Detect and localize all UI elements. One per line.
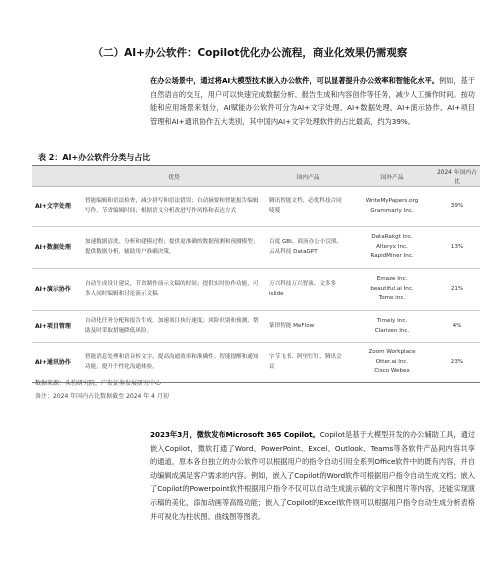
intro-paragraph: [150, 74, 475, 128]
row-category: AI+数据处理: [32, 227, 82, 269]
table-row: [32, 311, 480, 343]
row-domestic: 万兴科技万兴智演、文多多islide: [266, 269, 350, 311]
header-share: 2024 年国内占比: [434, 166, 480, 187]
row-foreign: [350, 227, 434, 269]
foreign-product: Alteryx Inc.: [376, 243, 408, 250]
row-category: AI+文字处理: [32, 187, 82, 227]
foreign-product: DataRakgt Inc.: [371, 234, 413, 241]
para-body: Copilot是基于大模型开发的办公辅助工具，通过嵌入Copilot，微软打通了Word、PowerPoint、Excel、Outlook、Teams等各软件产品间内容共享的通道，原本各自独立的办公软件可以根据用户的指令自动引用全系列Office软件中的既有内容，并自动编辑成满足客户需求的内容。例如，嵌入了Copilot的Word软件可根据用户指令自动生成文档；嵌入了Copilot的Powerpoint软件根据用户指令不仅可以自动生成演示稿的文字和图片等内容，还能实现演示稿的美化，添加动画等高级功能；嵌入了Copilot的Excel软件则可以根据用户指令自动生成分析表格并可视化为柱状图、曲线图等图表。: [150, 430, 475, 521]
table-row: [32, 187, 480, 227]
row-category: AI+演示协作: [32, 269, 82, 311]
foreign-product: WriteMyPapers.org: [365, 198, 419, 204]
header-foreign: 国外产品: [350, 166, 434, 187]
foreign-product: Timely Inc.: [376, 318, 408, 324]
foreign-product: Cisco Webex: [374, 368, 410, 375]
classification-table: [32, 165, 480, 383]
row-share: 4%: [434, 311, 480, 343]
intro-body: 例如，基于自然语言的交互，用户可以快速完成数据分析、报告生成和内容创作等任务，减少人工操作时间。按功能和应用场景来划分，AI赋能办公软件可分为AI+文字处理、AI+数据处理、AI+演示协作、AI+项目管理和AI+通讯协作五大类别，其中国内AI+文字处理软件的占比最高，约为39%。: [150, 76, 475, 126]
para-lead: 2023年3月，微软发布Microsoft 365 Copilot。: [150, 430, 320, 439]
row-advantage: 智能编辑和语法检查，减少拼写和语法错误；自动摘要和智能报告编辑写作，节省编辑时间；根据语义分析改进写作风格和表达方式: [82, 187, 266, 227]
row-advantage: 自动化任务分配和报告生成，加速项目执行速度；风险识别和预测，帮助及时采取措施降低风险。: [82, 311, 266, 343]
row-domestic: 百度 GBI、商汤办公小浣熊、云从科技 DataGPT: [266, 227, 350, 269]
section-heading: （二）AI+办公软件：Copilot优化办公流程，商业化效果仍需观察: [92, 47, 408, 59]
foreign-product: Otter.ai Inc.: [375, 358, 409, 365]
row-foreign: [350, 311, 434, 343]
table-source: [35, 377, 169, 403]
foreign-product: Zoom Workplace: [368, 349, 416, 356]
row-foreign: [350, 187, 434, 227]
table-title: 表 2：AI+办公软件分类与占比: [38, 153, 151, 162]
header-category: [32, 166, 82, 187]
header-domestic: 国内产品: [266, 166, 350, 187]
row-domestic: 篆律智能 MeFlow: [266, 311, 350, 343]
row-foreign: [350, 269, 434, 311]
row-share: 23%: [434, 343, 480, 383]
row-share: 13%: [434, 227, 480, 269]
row-share: 21%: [434, 269, 480, 311]
source-line: 数据来源：头豹研究院，广发证券发展研究中心: [35, 380, 162, 387]
row-domestic: 腾讯智能文档、必优科技合同唛唛: [266, 187, 350, 227]
row-category: AI+项目管理: [32, 311, 82, 343]
copilot-paragraph: [150, 428, 475, 523]
row-domestic: 字节飞书、阿里钉钉、腾讯会议: [266, 343, 350, 383]
row-advantage: 加速数据清洗、分析和建模过程；提供更准确的数据预测和预测模型；提供数据分析，辅助用户准确决策。: [82, 227, 266, 269]
intro-lead: 在办公场景中，通过将AI大模型技术嵌入办公软件，可以显著提升办公效率和智能化水平。: [150, 76, 439, 85]
foreign-product: Grammarly Inc.: [370, 207, 414, 214]
table-row: [32, 227, 480, 269]
note-line: 备注：2024 年国内占比数据截至 2024 年 4 月初: [35, 393, 169, 400]
row-category: AI+通讯协作: [32, 343, 82, 383]
row-advantage: 自动生成设计建议，节省制作演示文稿的时间；提供实时协作功能，可多人同时编辑和讨论演示文稿: [82, 269, 266, 311]
table-header-row: [32, 166, 480, 187]
foreign-product: RapidMiner Inc.: [370, 253, 414, 260]
foreign-product: Tome inc.: [378, 295, 406, 302]
foreign-product: Clarizen Inc.: [374, 327, 410, 334]
table-row: [32, 269, 480, 311]
row-advantage: 智能消息处理和语音转文字，提高沟通效率和准确性；智能提醒和通知功能，提升个性化沟通体验。: [82, 343, 266, 383]
foreign-product: Emaze Inc.: [376, 276, 408, 283]
row-share: 39%: [434, 187, 480, 227]
header-advantage: 优势: [82, 166, 266, 187]
foreign-product: beautiful.ai Inc.: [370, 285, 414, 292]
row-foreign: [350, 343, 434, 383]
